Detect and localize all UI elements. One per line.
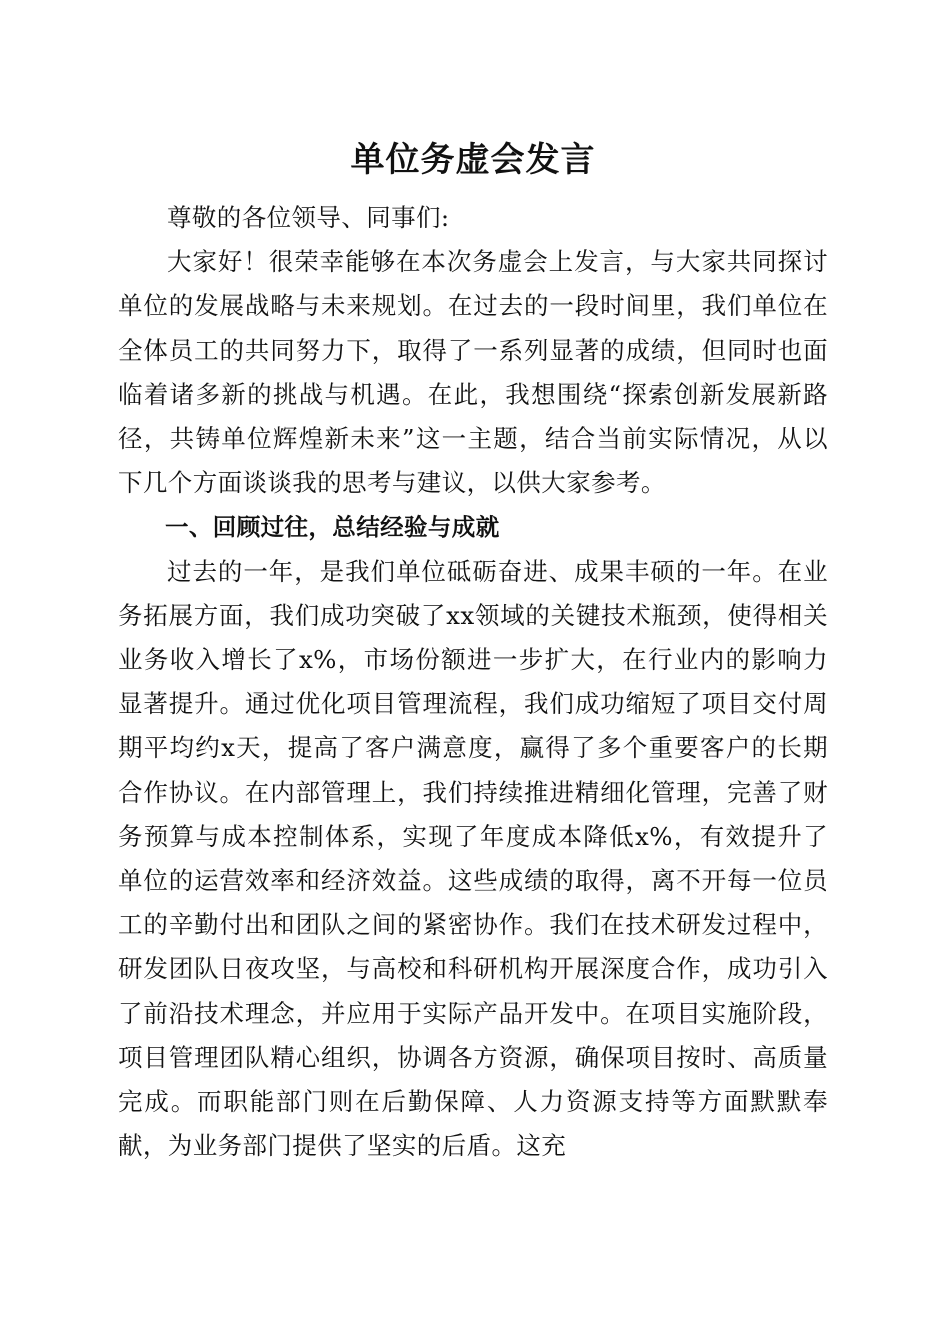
salutation: 尊敬的各位领导、同事们: [167,203,450,232]
document-page [118,130,828,1168]
document-title: 单位务虚会发言 [350,140,596,180]
section-heading: 一、回顾过往，总结经验与成就 [165,513,500,542]
section-body-paragraph: 过去的一年，是我们单位砥砺奋进、成果丰硕的一年。在业务拓展方面，我们成功突破了xx领域的关键技术瓶颈，使得相关业务收入增长了x%，市场份额进一步扩大，在行业内的影响力显著提升。通过优化项目管理流程，我们成功缩短了项目交付周期平均约x天，提高了客户满意度，赢得了多个重要客户的长期合作协议。在内部管理上，我们持续推进精细化管理，完善了财务预算与成本控制体系，实现了年度成本降低x%，有效提升了单位的运营效率和经济效益。这些成绩的取得，离不开每一位员工的辛勤付出和团队之间的紧密协作。我们在技术研发过程中，研发团队日夜攻坚，与高校和科研机构开展深度合作，成功引入了前沿技术理念，并应用于实际产品开发中。在项目实施阶段，项目管理团队精心组织，协调各方资源，确保项目按时、高质量完成。而职能部门则在后勤保障、人力资源支持等方面默默奉献，为业务部门提供了坚实的后盾。这充 [118,556,828,1161]
intro-paragraph: 大家好！很荣幸能够在本次务虚会上发言，与大家共同探讨单位的发展战略与未来规划。在过去的一段时间里，我们单位在全体员工的共同努力下，取得了一系列显著的成绩，但同时也面临着诸多新的挑战与机遇。在此，我想围绕“探索创新发展新路径，共铸单位辉煌新未来”这一主题，结合当前实际情况，从以下几个方面谈谈我的思考与建议，以供大家参考。 [118,247,828,498]
